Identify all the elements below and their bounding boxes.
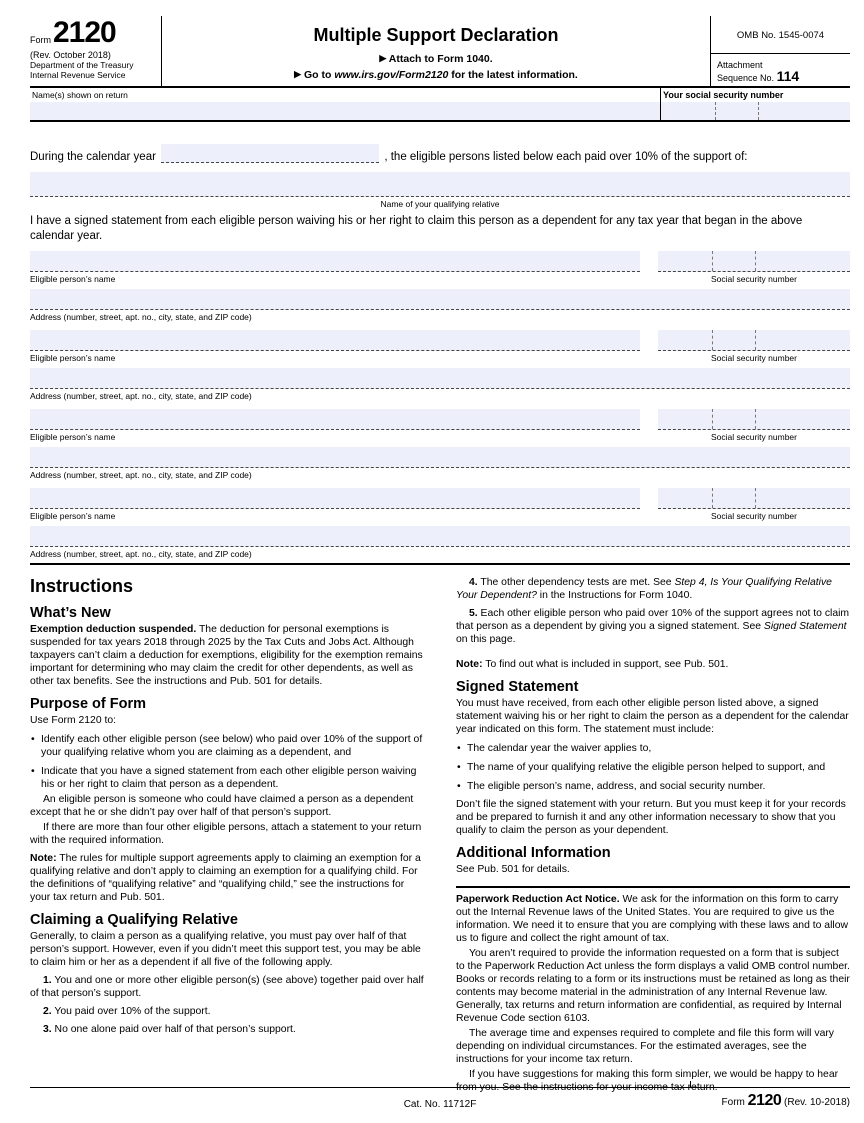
person-4-ssn-input[interactable] bbox=[658, 488, 850, 509]
ssn-separator bbox=[712, 330, 713, 350]
person-address-label: Address (number, street, apt. no., city, state, and ZIP code) bbox=[30, 312, 252, 322]
purpose-bullet-1: • Identify each other eligible person (see below) who paid over 10% of the support of your qualifying relative whom you are claiming as a dependent, and bbox=[30, 733, 424, 759]
claiming-heading: Claiming a Qualifying Relative bbox=[30, 912, 238, 928]
footer-form-id bbox=[476, 1092, 850, 1110]
left-note-paragraph: Note: The rules for multiple support agreements apply to claiming an exemption for a qualifying relative and don’t apply to claiming an exemption for a qualifying child. For the definitions of “qualifying relative” and “qualifying child,” see the instructions for your tax return and Pub. 501. bbox=[30, 853, 421, 903]
waiver-statement: I have a signed statement from each eligible person waiving his or her right to claim this person as a dependent for any tax year that began in the above calendar year. bbox=[30, 215, 803, 242]
person-ssn-label: Social security number bbox=[711, 274, 797, 284]
page-title: Multiple Support Declaration bbox=[313, 25, 559, 45]
person-2-ssn-input[interactable] bbox=[658, 330, 850, 351]
person-address-label: Address (number, street, apt. no., city, state, and ZIP code) bbox=[30, 549, 252, 559]
ssn-separator bbox=[755, 409, 756, 429]
condition-4: 4. The other dependency tests are met. See Step 4, Is Your Qualifying Relative Your Dependent? in the Instructions for Form 1040. bbox=[456, 577, 832, 601]
whats-new-paragraph: Exemption deduction suspended. The deduction for personal exemptions is suspended for tax years 2018 through 2025 by the Tax Cuts and Jobs Act. Although taxpayers can’t claim a deduction for exemptions, eligibility for the exemption remains important for determining who may claim the credit for other dependents, as well as other tax benefits. See the instructions and Pub. 501 for details. bbox=[30, 624, 423, 687]
paperwork-paragraph-2: You aren’t required to provide the information requested on a form that is subject to the Paperwork Reduction Act unless the form displays a valid OMB control number. Books or records relating to a form or its instructions must be retained as long as their contents may become material in the administration of any Internal Revenue law. Generally, tax returns and return information are confidential, as required by Internal Revenue Code section 6103. bbox=[456, 948, 850, 1024]
instructions-left-column bbox=[30, 574, 440, 1094]
qualifying-relative-input[interactable] bbox=[30, 172, 850, 197]
ssn-separator bbox=[755, 488, 756, 508]
person-ssn-label: Social security number bbox=[711, 353, 797, 363]
paperwork-divider bbox=[456, 886, 850, 888]
revision-date: (Rev. October 2018) bbox=[30, 50, 111, 60]
sequence-number: 114 bbox=[776, 68, 800, 84]
person-2-name-input[interactable] bbox=[30, 330, 640, 351]
year-prefix: During the calendar year bbox=[30, 151, 156, 163]
ssn-separator bbox=[755, 330, 756, 350]
eligible-person-paragraph: An eligible person is someone who could have claimed a person as a dependent except that he or she didn’t pay over half of that person’s support. bbox=[30, 794, 414, 818]
your-ssn-input[interactable] bbox=[661, 102, 850, 120]
form-header bbox=[30, 16, 850, 88]
footer-rule bbox=[30, 1087, 850, 1088]
person-ssn-label: Social security number bbox=[711, 432, 797, 442]
calendar-year-line bbox=[30, 144, 850, 163]
person-name-label: Eligible person’s name bbox=[30, 274, 116, 284]
footer-revision: (Rev. 10-2018) bbox=[784, 1097, 851, 1108]
dont-file-paragraph: Don’t file the signed statement with your return. But you must keep it for your records and be prepared to furnish it and any other information necessary to show that you qualify to claim the person as your dependent. bbox=[456, 799, 846, 836]
eligible-person-block-3 bbox=[30, 409, 850, 481]
footer-form-word: Form bbox=[721, 1097, 745, 1108]
your-ssn-label: Your social security number bbox=[663, 90, 784, 100]
title-block bbox=[161, 16, 710, 86]
attachment-sequence bbox=[711, 54, 850, 86]
omb-number: OMB No. 1545-0074 bbox=[711, 16, 850, 54]
instructions-heading: Instructions bbox=[30, 576, 134, 596]
eligible-person-block-2 bbox=[30, 330, 850, 402]
person-1-name-input[interactable] bbox=[30, 251, 640, 272]
ssn-separator bbox=[712, 409, 713, 429]
condition-3: 3. No one alone paid over half of that person’s support. bbox=[43, 1024, 296, 1035]
right-note-paragraph: Note: To find out what is included in support, see Pub. 501. bbox=[456, 659, 729, 670]
goto-line bbox=[162, 69, 710, 81]
person-4-name-input[interactable] bbox=[30, 488, 640, 509]
paperwork-paragraph-4: If you have suggestions for making this form simpler, we would be happy to hear from you. See the instructions for your income tax return. bbox=[456, 1069, 839, 1093]
attachment-label: Attachment bbox=[717, 60, 763, 70]
person-3-name-input[interactable] bbox=[30, 409, 640, 430]
person-4-address-input[interactable] bbox=[30, 526, 850, 547]
goto-prefix: Go to bbox=[304, 69, 335, 81]
ssn-separator bbox=[715, 102, 716, 120]
claiming-paragraph: Generally, to claim a person as a qualifying relative, you must pay over half of that person’s support. However, even if you didn’t meet this support test, you may be able to claim him or her as a dependent if all five of the following apply. bbox=[30, 931, 421, 968]
ssn-separator bbox=[712, 488, 713, 508]
agency-line: Internal Revenue Service bbox=[30, 70, 126, 80]
condition-1: 1. You and one or more other eligible person(s) (see above) together paid over half of that person’s support. bbox=[30, 975, 424, 999]
ssn-separator bbox=[755, 251, 756, 271]
footer-tick bbox=[690, 1081, 691, 1088]
signed-statement-paragraph: You must have received, from each other eligible person listed above, a signed statement waiving his or her right to claim the person as a dependent for the calendar year indicated on this form. The statement must include: bbox=[456, 698, 849, 735]
person-name-label: Eligible person’s name bbox=[30, 511, 116, 521]
irs-url: www.irs.gov/Form2120 bbox=[334, 69, 449, 81]
eligible-person-block-4 bbox=[30, 488, 850, 560]
section-divider bbox=[30, 563, 850, 565]
arrowhead-icon: ▶ bbox=[294, 69, 302, 79]
year-suffix: , the eligible persons listed below each paid over 10% of the support of: bbox=[384, 151, 748, 163]
signed-bullet-1: • The calendar year the waiver applies to, bbox=[456, 742, 850, 755]
person-1-ssn-input[interactable] bbox=[658, 251, 850, 272]
instructions-section bbox=[30, 574, 850, 1094]
taxpayer-identity-row bbox=[30, 88, 850, 122]
additional-info-paragraph: See Pub. 501 for details. bbox=[456, 864, 570, 875]
arrowhead-icon: ▶ bbox=[379, 53, 387, 63]
department-line: Department of the Treasury bbox=[30, 60, 134, 70]
instructions-right-column bbox=[440, 574, 850, 1094]
catalog-number: Cat. No. 11712F bbox=[403, 1099, 477, 1110]
person-name-label: Eligible person’s name bbox=[30, 353, 116, 363]
person-3-address-input[interactable] bbox=[30, 447, 850, 468]
form-identity-block bbox=[30, 16, 161, 86]
paperwork-paragraph-3: The average time and expenses required to complete and file this form will vary depending on individual circumstances. For the estimated averages, see the instructions for your income tax return. bbox=[456, 1028, 835, 1065]
additional-info-heading: Additional Information bbox=[456, 845, 611, 861]
omb-block bbox=[710, 16, 850, 86]
signed-bullet-2: • The name of your qualifying relative the eligible person helped to support, and bbox=[456, 761, 850, 774]
condition-5: 5. Each other eligible person who paid over 10% of the support agrees not to claim that person as a dependent by giving you a signed statement. See Signed Statement on this page. bbox=[456, 608, 850, 645]
qualifying-relative-label: Name of your qualifying relative bbox=[380, 199, 500, 209]
footer-form-number: 2120 bbox=[747, 1092, 782, 1109]
purpose-intro: Use Form 2120 to: bbox=[30, 715, 117, 726]
person-name-label: Eligible person’s name bbox=[30, 432, 116, 442]
person-address-label: Address (number, street, apt. no., city, state, and ZIP code) bbox=[30, 391, 252, 401]
signed-bullet-3: • The eligible person’s name, address, and social security number. bbox=[456, 780, 850, 793]
attach-text: Attach to Form 1040. bbox=[388, 53, 493, 65]
page-footer bbox=[30, 1087, 850, 1110]
sequence-label: Sequence No. bbox=[717, 73, 775, 83]
person-3-ssn-input[interactable] bbox=[658, 409, 850, 430]
ssn-separator bbox=[758, 102, 759, 120]
purpose-heading: Purpose of Form bbox=[30, 696, 147, 712]
name-on-return-label: Name(s) shown on return bbox=[32, 90, 128, 100]
person-address-label: Address (number, street, apt. no., city, state, and ZIP code) bbox=[30, 470, 252, 480]
person-2-address-input[interactable] bbox=[30, 368, 850, 389]
ssn-separator bbox=[712, 251, 713, 271]
calendar-year-input[interactable] bbox=[161, 144, 379, 163]
whats-new-heading: What’s New bbox=[30, 605, 111, 621]
attach-line bbox=[162, 53, 710, 65]
person-1-address-input[interactable] bbox=[30, 289, 850, 310]
signed-statement-heading: Signed Statement bbox=[456, 679, 579, 695]
name-on-return-input[interactable] bbox=[30, 102, 660, 120]
condition-2: 2. You paid over 10% of the support. bbox=[43, 1006, 211, 1017]
form-word: Form bbox=[30, 35, 51, 45]
person-ssn-label: Social security number bbox=[711, 511, 797, 521]
goto-suffix: for the latest information. bbox=[448, 69, 578, 81]
purpose-bullet-2: • Indicate that you have a signed statement from each other eligible person waiving his or her right to claim that person as a dependent. bbox=[30, 765, 424, 791]
paperwork-notice-paragraph: Paperwork Reduction Act Notice. We ask for the information on this form to carry out the Internal Revenue laws of the United States. You are required to give us the information. We need it to ensure that you are complying with these laws and to allow us to figure and collect the right amount of tax. bbox=[456, 894, 848, 944]
eligible-person-block-1 bbox=[30, 251, 850, 323]
form-number: 2120 bbox=[53, 16, 116, 49]
more-than-four-paragraph: If there are more than four other eligible persons, attach a statement to your return with the required information. bbox=[30, 822, 422, 846]
